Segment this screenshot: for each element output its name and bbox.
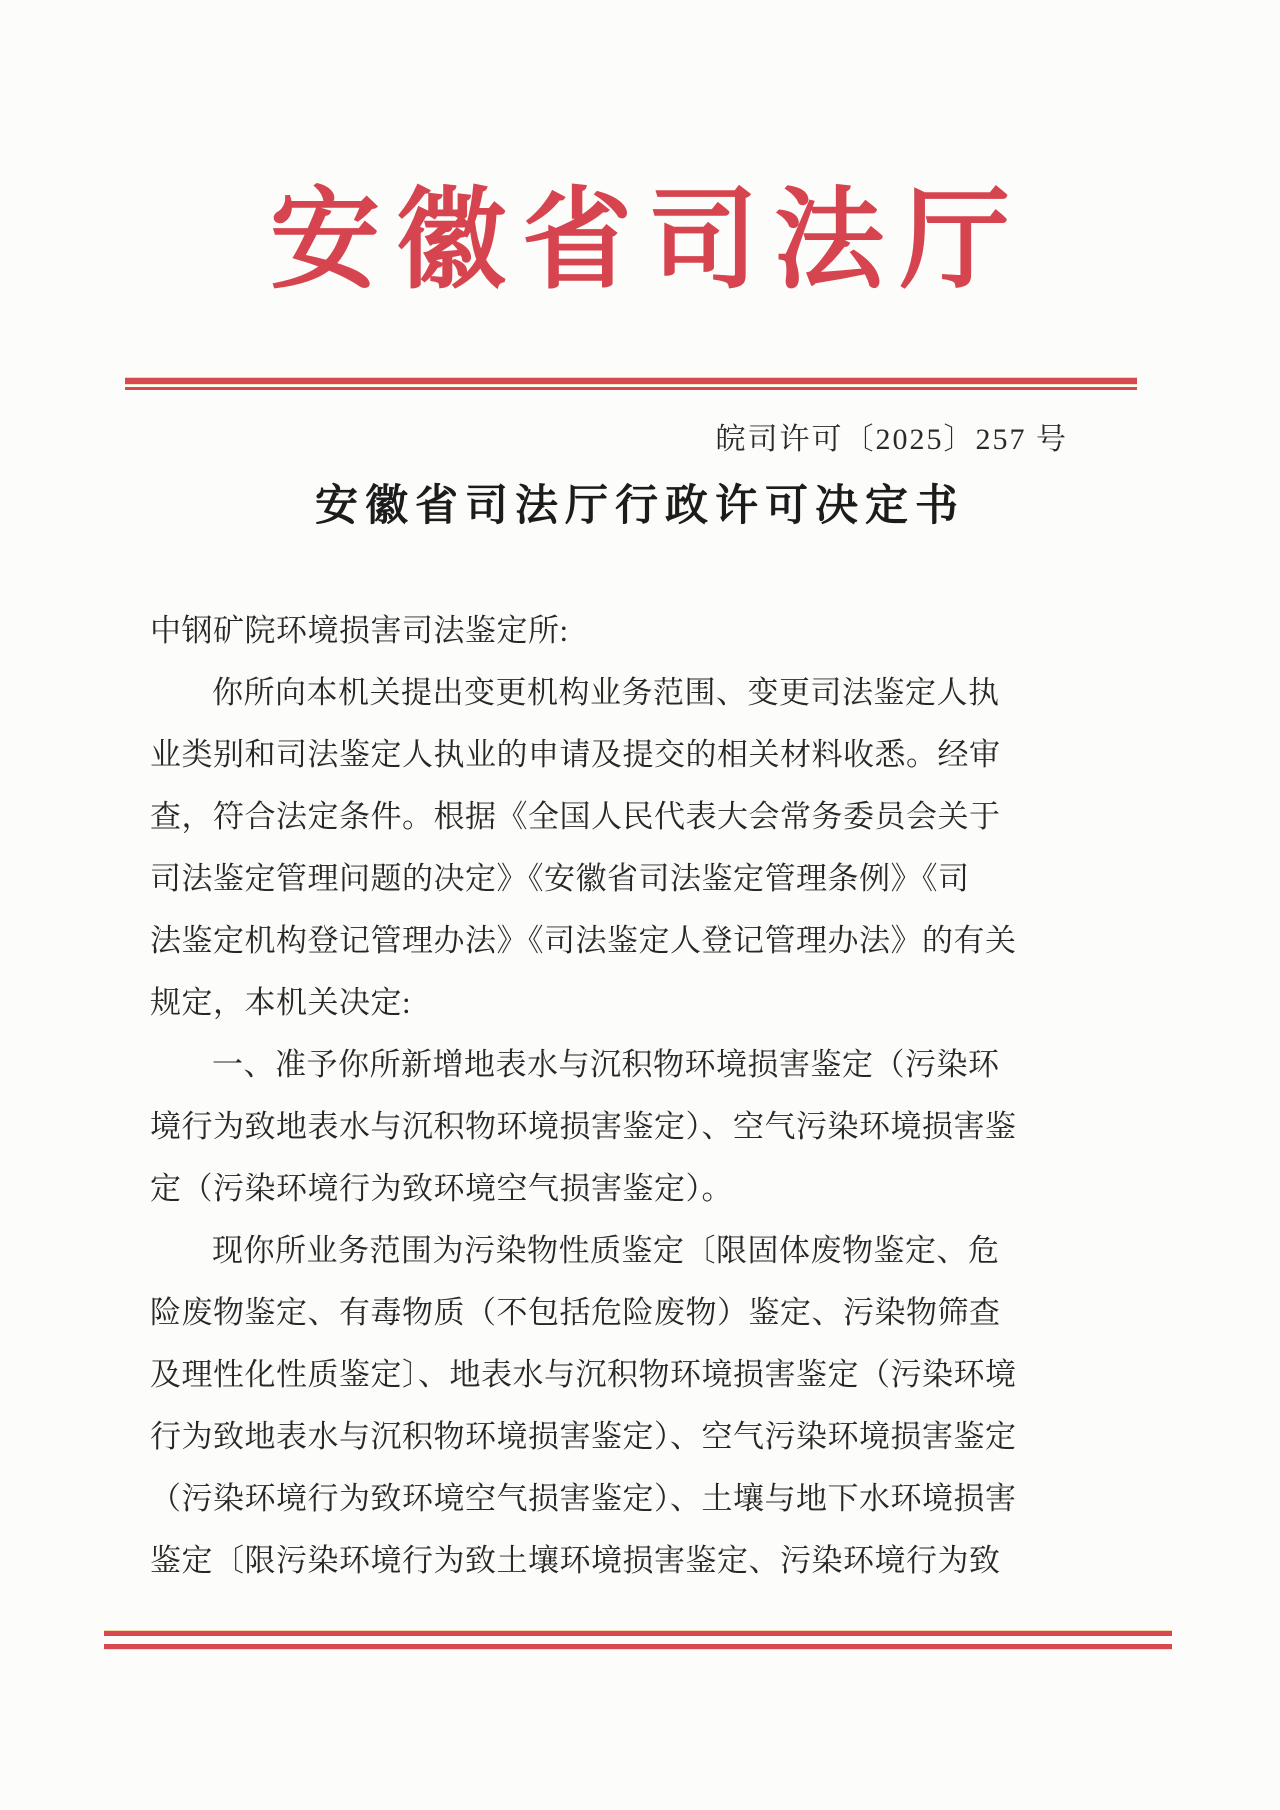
document-body: [150, 600, 1160, 1592]
body-line: 司法鉴定管理问题的决定》《安徽省司法鉴定管理条例》《司: [150, 861, 970, 896]
body-line: 险废物鉴定、有毒物质（不包括危险废物）鉴定、污染物筛查: [150, 1295, 1001, 1330]
document-title: 安徽省司法厅行政许可决定书: [315, 483, 965, 530]
header-divider-thin-line: [125, 387, 1137, 390]
agency-masthead: 安徽省司法厅: [270, 180, 1026, 302]
body-line: 一、准予你所新增地表水与沉积物环境损害鉴定（污染环: [212, 1047, 1000, 1082]
body-line: （污染环境行为致环境空气损害鉴定）、土壤与地下水环境损害: [150, 1481, 1017, 1516]
body-line: 你所向本机关提出变更机构业务范围、变更司法鉴定人执: [212, 675, 1000, 710]
header-divider-thick-line: [125, 378, 1137, 384]
footer-divider: [104, 1631, 1172, 1649]
body-line: 及理性化性质鉴定〕、地表水与沉积物环境损害鉴定（污染环境: [150, 1357, 1017, 1392]
footer-divider-top-line: [104, 1631, 1172, 1636]
salutation-line: 中钢矿院环境损害司法鉴定所:: [150, 613, 569, 648]
body-line: 鉴定〔限污染环境行为致土壤环境损害鉴定、污染环境行为致: [150, 1543, 1001, 1578]
document-number: 皖司许可〔2025〕257 号: [715, 423, 1068, 456]
body-line: 定（污染环境行为致环境空气损害鉴定）。: [150, 1171, 733, 1206]
body-line: 法鉴定机构登记管理办法》《司法鉴定人登记管理办法》的有关: [150, 923, 1017, 958]
body-line: 现你所业务范围为污染物性质鉴定〔限固体废物鉴定、危: [212, 1233, 1000, 1268]
body-line: 规定，本机关决定:: [150, 985, 412, 1020]
body-line: 行为致地表水与沉积物环境损害鉴定）、空气污染环境损害鉴定: [150, 1419, 1017, 1454]
header-divider: [125, 378, 1137, 390]
footer-divider-bottom-line: [104, 1644, 1172, 1649]
body-line: 业类别和司法鉴定人执业的申请及提交的相关材料收悉。经审: [150, 737, 1001, 772]
body-line: 查，符合法定条件。根据《全国人民代表大会常务委员会关于: [150, 799, 1001, 834]
body-line: 境行为致地表水与沉积物环境损害鉴定）、空气污染环境损害鉴: [150, 1109, 1017, 1144]
